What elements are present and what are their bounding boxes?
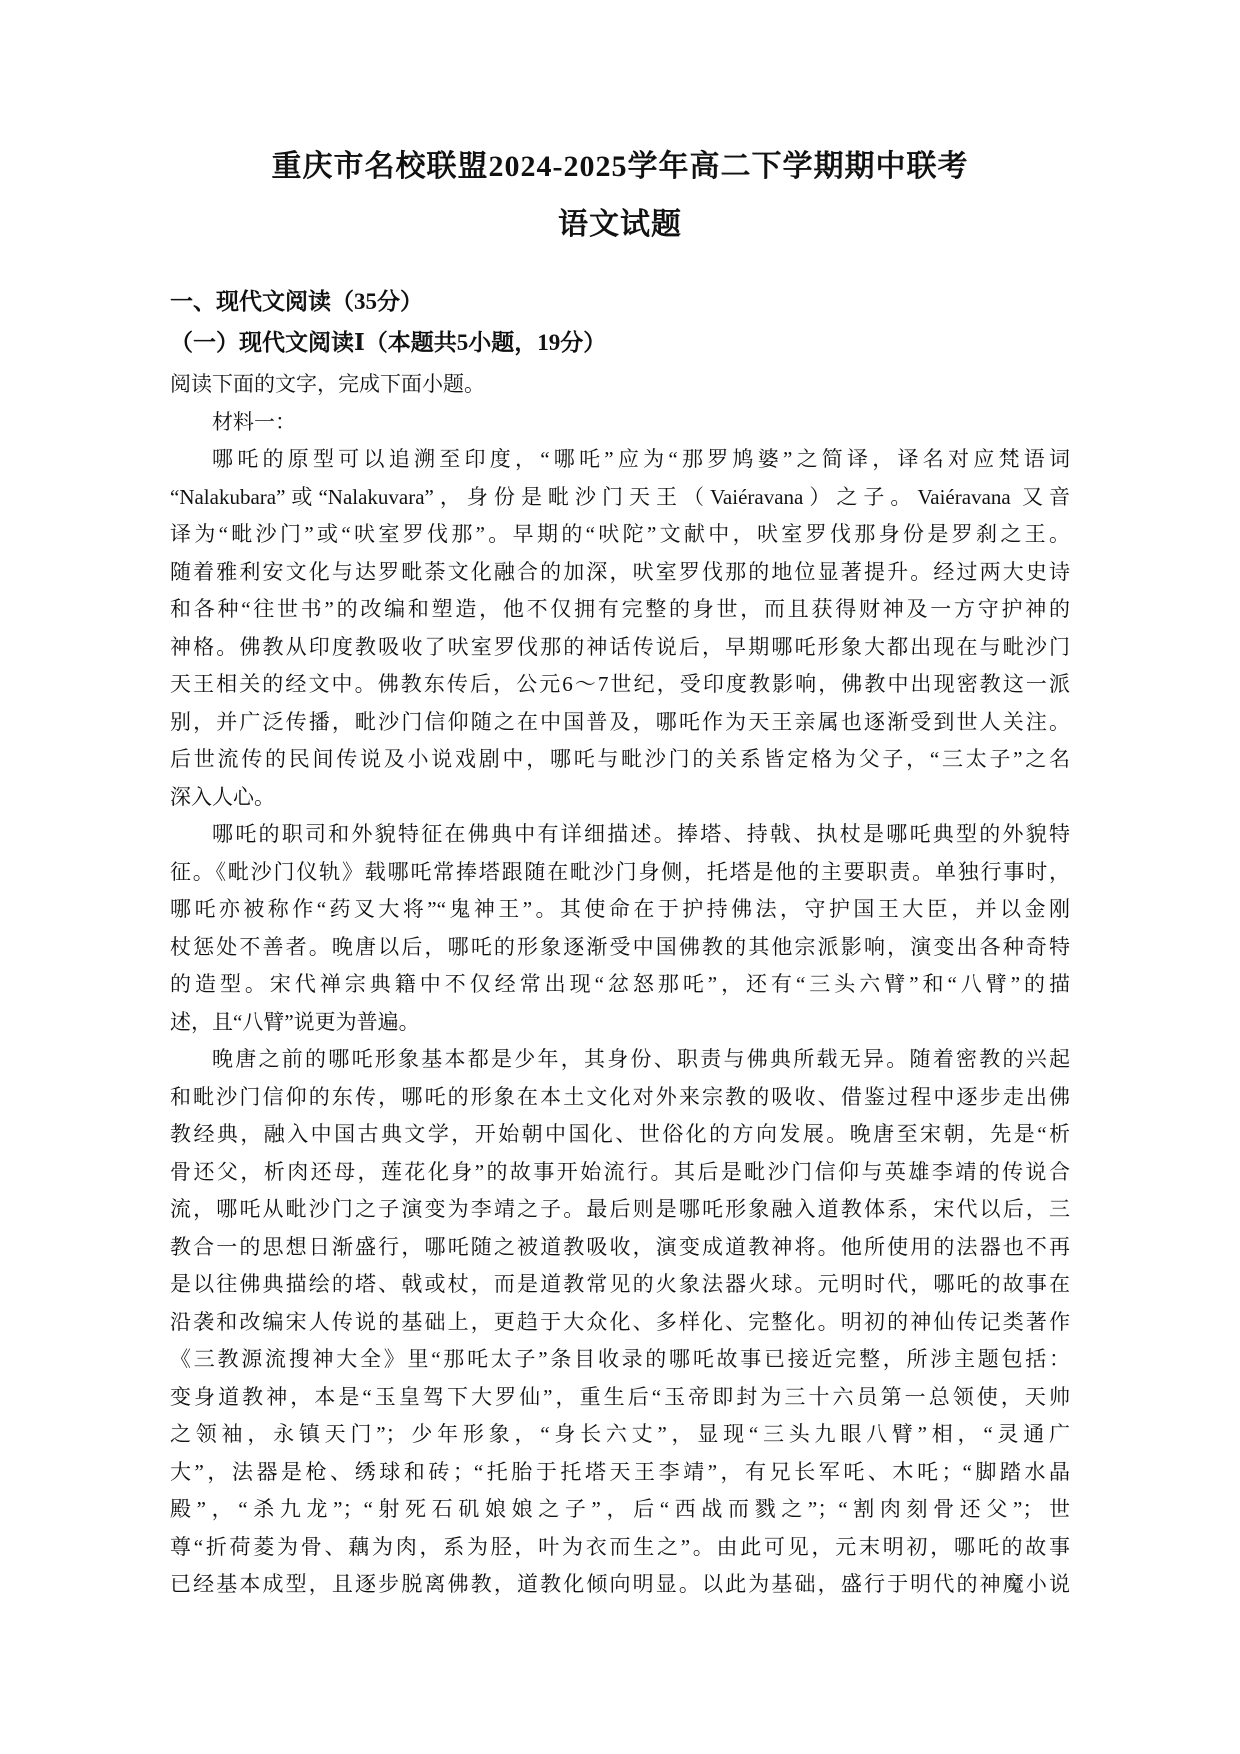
text-line: 译为“毗沙门”或“吠室罗伐那”。早期的“吠陀”文献中，吠室罗伐那身份是罗刹之王。: [170, 522, 1070, 546]
text-line: 和各种“往世书”的改编和塑造，他不仅拥有完整的身世，而且获得财神及一方守护神的: [170, 597, 1070, 621]
text-line: 别，并广泛传播，毗沙门信仰随之在中国普及，哪吒作为天王亲属也逐渐受到世人关注。: [170, 709, 1070, 734]
text-line: 骨还父，析肉还母，莲花化身”的故事开始流行。其后是毗沙门信仰与英雄李靖的传说合: [170, 1159, 1070, 1184]
text-line: 沿袭和改编宋人传说的基础上，更趋于大众化、多样化、完整化。明初的神仙传记类著作: [170, 1309, 1070, 1334]
text-line: 已经基本成型，且逐步脱离佛教，道教化倾向明显。以此为基础，盛行于明代的神魔小说: [170, 1572, 1070, 1596]
text-line: 流，哪吒从毗沙门之子演变为李靖之子。最后则是哪吒形象融入道教体系，宋代以后，三: [170, 1197, 1070, 1221]
page-title: 重庆市名校联盟2024-2025学年高二下学期期中联考: [271, 150, 969, 183]
text-line: 杖惩处不善者。晚唐以后，哪吒的形象逐渐受中国佛教的其他宗派影响，演变出各种奇特: [170, 934, 1070, 959]
text-line: 教经典，融入中国古典文学，开始朝中国化、世俗化的方向发展。晚唐至宋朝，先是“析: [170, 1122, 1070, 1146]
page-subtitle: 语文试题: [558, 208, 682, 241]
text-line: 大”，法器是枪、绣球和砖；“托胎于托塔天王李靖”，有兄长军吒、木吒；“脚踏水晶: [170, 1459, 1070, 1484]
text-line: 之领袖，永镇天门”；少年形象，“身长六丈”，显现“三头九眼八臂”相，“灵通广: [170, 1422, 1070, 1446]
material-label: 材料一：: [212, 409, 296, 434]
text-line: 教合一的思想日渐盛行，哪吒随之被道教吸收，演变成道教神将。他所使用的法器也不再: [170, 1234, 1070, 1259]
reading-instruction: 阅读下面的文字，完成下面小题。: [170, 372, 485, 396]
text-line: 天王相关的经文中。佛教东传后，公元6～7世纪，受印度教影响，佛教中出现密教这一派: [170, 672, 1070, 696]
text-line: 《三教源流搜神大全》里“那吒太子”条目收录的哪吒故事已接近完整，所涉主题包括：: [170, 1347, 1070, 1371]
text-line: 变身道教神，本是“玉皇驾下大罗仙”，重生后“玉帝即封为三十六员第一总领使，天帅: [170, 1384, 1070, 1409]
text-line: 哪吒的原型可以追溯至印度，“哪吒”应为“那罗鸠婆”之简译，译名对应梵语词: [212, 447, 1070, 471]
text-line: 征。《毗沙门仪轨》载哪吒常捧塔跟随在毗沙门身侧，托塔是他的主要职责。单独行事时，: [170, 859, 1070, 884]
text-line: 哪吒的职司和外貌特征在佛典中有详细描述。捧塔、持戟、执杖是哪吒典型的外貌特: [212, 822, 1070, 846]
text-line: 是以往佛典描绘的塔、戟或杖，而是道教常见的火象法器火球。元明时代，哪吒的故事在: [170, 1272, 1070, 1296]
paragraph-3: [170, 1041, 1070, 1604]
text-line: 后世流传的民间传说及小说戏剧中，哪吒与毗沙门的关系皆定格为父子，“三太子”之名: [170, 747, 1070, 771]
article-body: [170, 366, 1070, 1604]
text-line: 神格。佛教从印度教吸收了吠室罗伐那的神话传说后，早期哪吒形象大都出现在与毗沙门: [170, 634, 1070, 659]
text-line: 随着雅利安文化与达罗毗荼文化融合的加深，吠室罗伐那的地位显著提升。经过两大史诗: [170, 559, 1070, 584]
subsection-heading: （一）现代文阅读Ⅰ（本题共5小题，19分）: [170, 330, 607, 355]
text-line: 殿”，“杀九龙”；“射死石矶娘娘之子”，后“西战而戮之”；“割肉刻骨还父”；世: [170, 1497, 1070, 1521]
text-line: 的造型。宋代禅宗典籍中不仅经常出现“忿怒那吒”，还有“三头六臂”和“八臂”的描: [170, 972, 1070, 996]
paragraph-2: [170, 816, 1070, 1041]
section-heading: 一、现代文阅读（35分）: [170, 289, 423, 314]
text-line: 和毗沙门信仰的东传，哪吒的形象在本土文化对外来宗教的吸收、借鉴过程中逐步走出佛: [170, 1084, 1070, 1109]
text-line: 尊“折荷菱为骨、藕为肉，系为胫，叶为衣而生之”。由此可见，元末明初，哪吒的故事: [170, 1534, 1070, 1559]
text-line: 晚唐之前的哪吒形象基本都是少年，其身份、职责与佛典所载无异。随着密教的兴起: [212, 1047, 1070, 1071]
article-paragraphs: [170, 441, 1070, 1604]
text-line: 深入人心。: [170, 784, 275, 809]
text-line: “Nalakubara”或“Nalakuvara”，身份是毗沙门天王（Vaiéravana）之子。Vaiéravana 又音: [170, 484, 1070, 509]
text-line: 述，且“八臂”说更为普遍。: [170, 1009, 420, 1034]
paragraph-1: [170, 441, 1070, 816]
text-line: 哪吒亦被称作“药叉大将”“鬼神王”。其使命在于护持佛法，守护国王大臣，并以金刚: [170, 897, 1070, 921]
